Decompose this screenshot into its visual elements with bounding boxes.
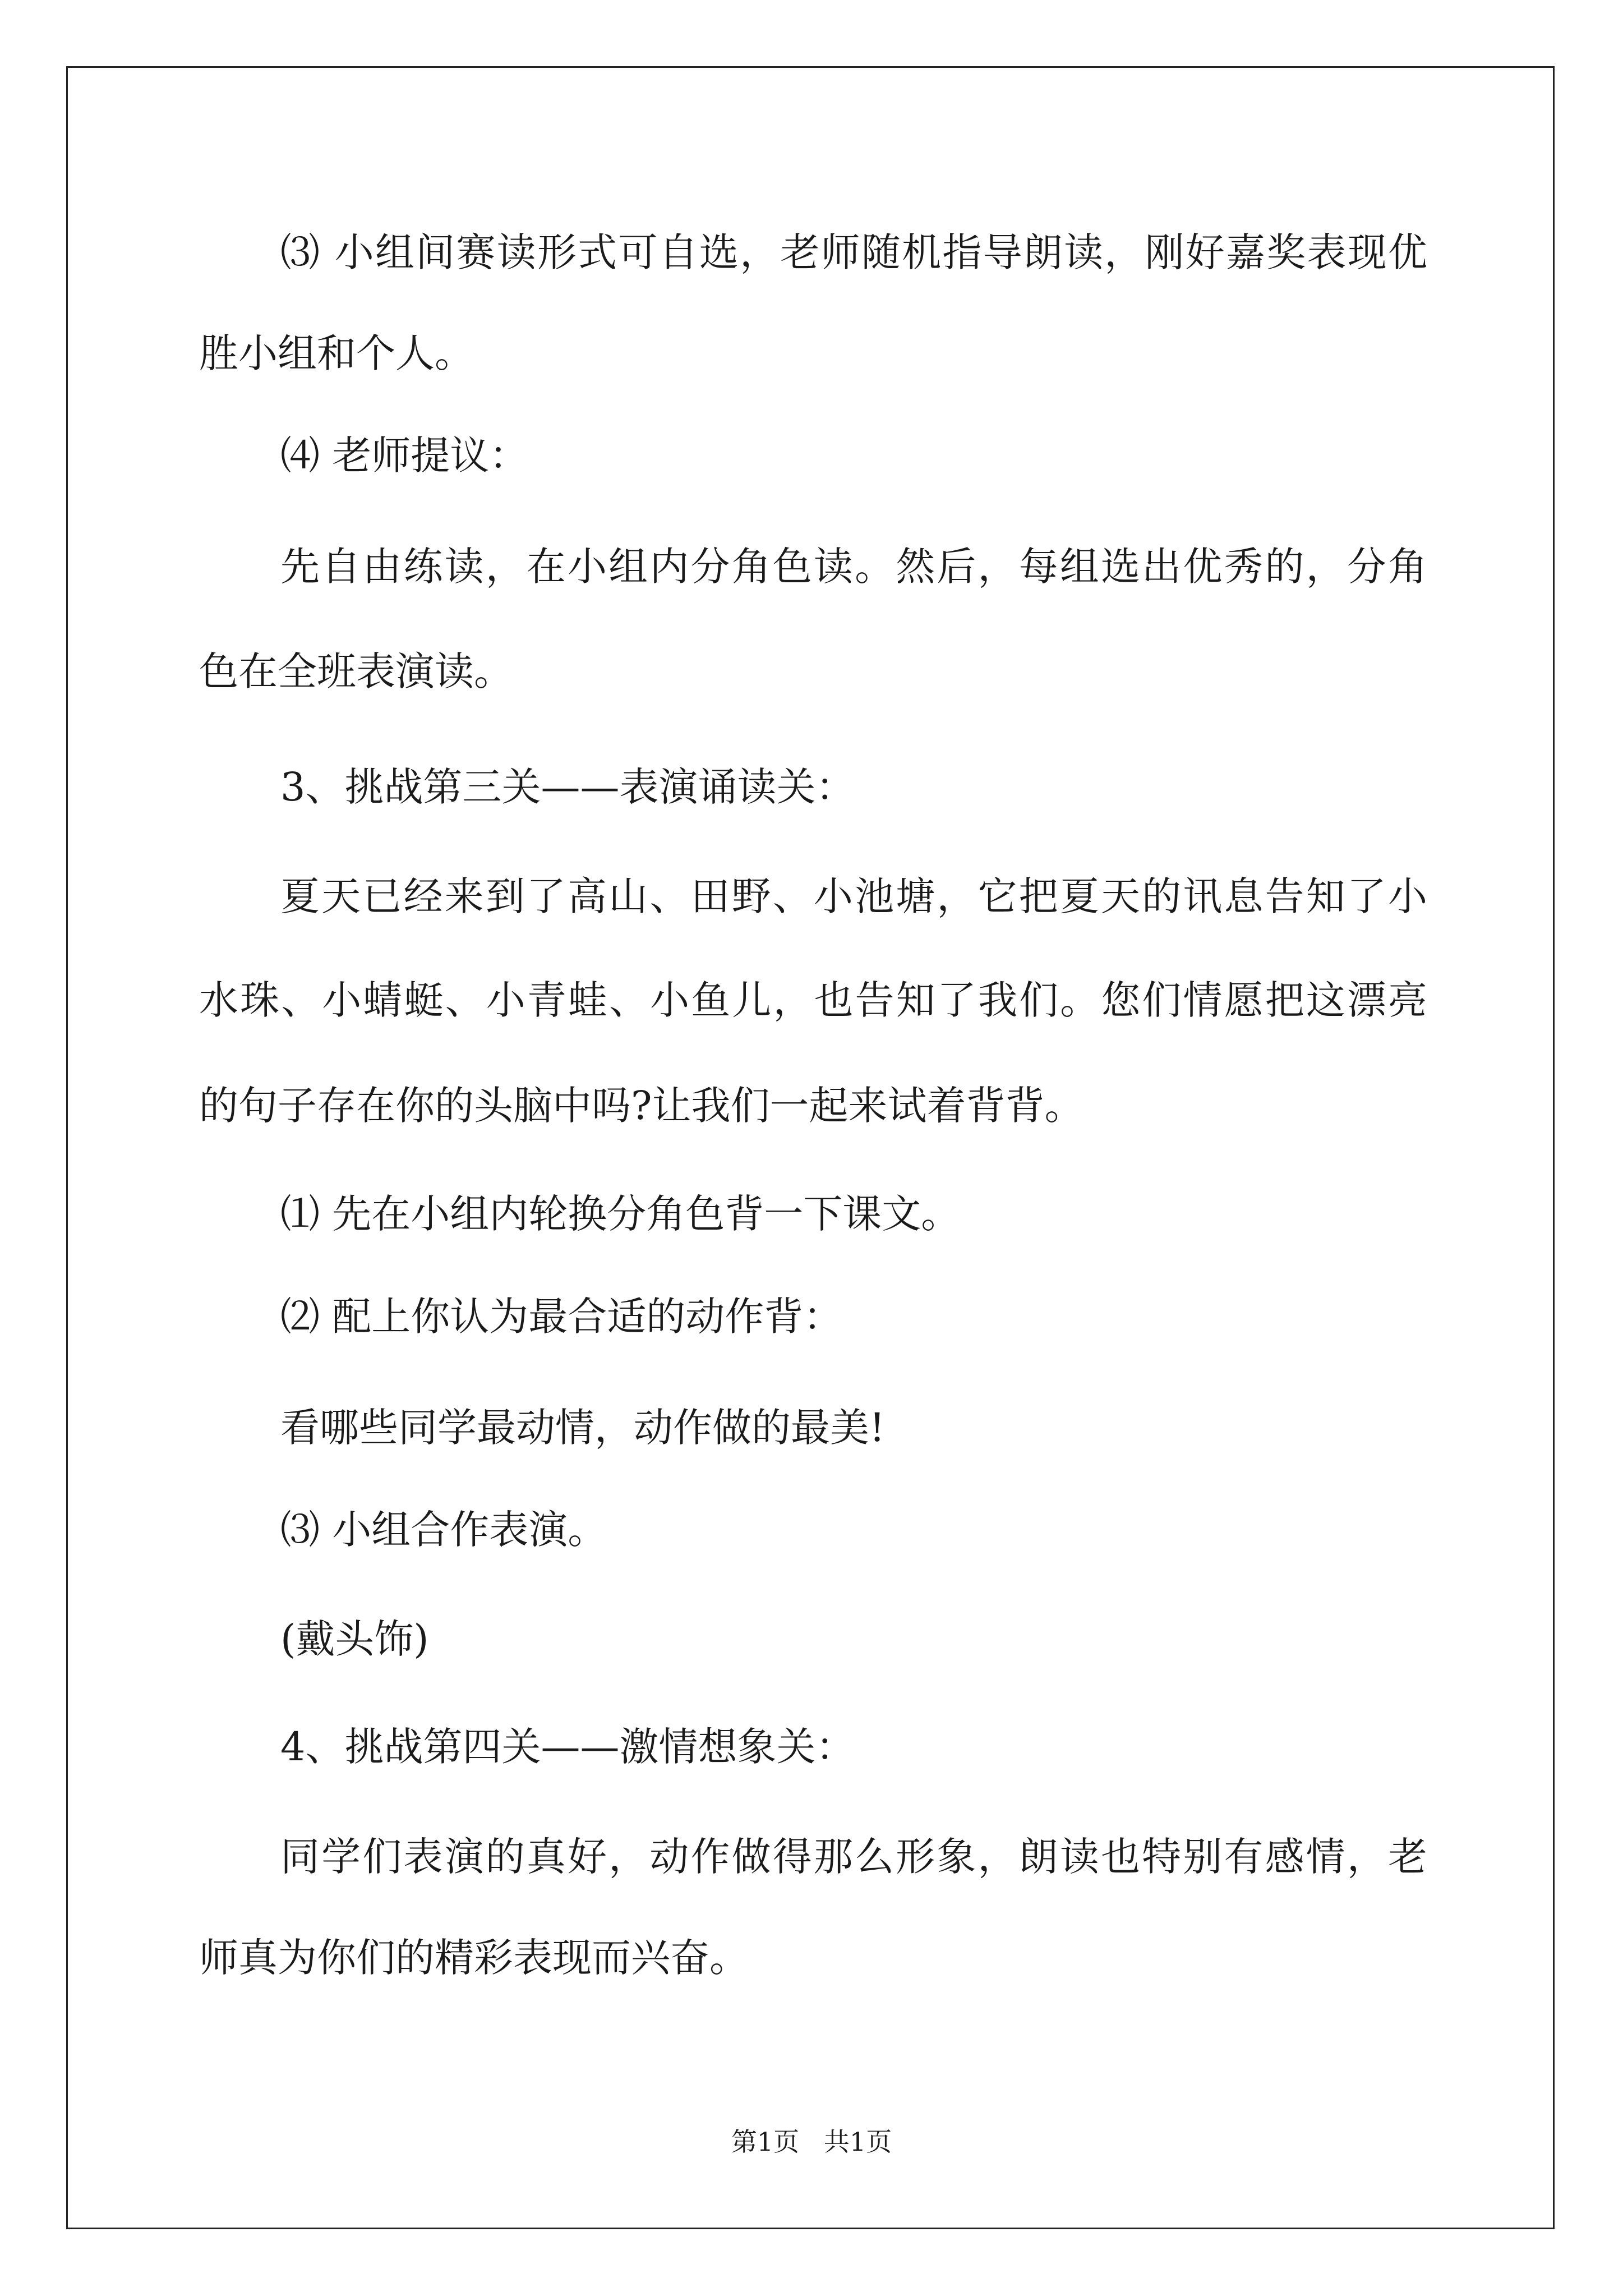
paragraph-line: 色在全班表演读。	[199, 648, 513, 694]
paragraph-line: ⑴ 先在小组内轮换分角色背一下课文。	[280, 1191, 961, 1237]
paragraph-line: 看哪些同学最动情，动作做的最美!	[280, 1405, 886, 1451]
paragraph-line: 的句子存在你的头脑中吗?让我们一起来试着背背。	[199, 1083, 1084, 1129]
paragraph-line: ⑷ 老师提议：	[280, 432, 529, 478]
page-border	[66, 66, 1555, 2229]
section-heading: 3、挑战第三关——表演诵读关：	[280, 764, 855, 810]
page-footer: 第1页 共1页	[731, 2127, 892, 2157]
paragraph-line: ⑶ 小组合作表演。	[280, 1507, 607, 1553]
paragraph-line: ⑶ 小组间赛读形式可自选，老师随机指导朗读，刚好嘉奖表现优	[280, 229, 1427, 275]
paragraph-line: 同学们表演的真好，动作做得那么形象，朗读也特别有感情，老	[280, 1834, 1427, 1880]
section-heading: 4、挑战第四关——激情想象关：	[280, 1724, 855, 1770]
paragraph-line: 胜小组和个人。	[199, 330, 474, 376]
paragraph-line: 师真为你们的精彩表现而兴奋。	[199, 1935, 749, 1981]
paragraph-line: ⑵ 配上你认为最合适的动作背：	[280, 1294, 843, 1340]
paragraph-line: 夏天已经来到了高山、田野、小池塘，它把夏天的讯息告知了小	[280, 873, 1427, 919]
paragraph-line: 水珠、小蜻蜓、小青蛙、小鱼儿，也告知了我们。您们情愿把这漂亮	[199, 977, 1427, 1023]
paragraph-line: 先自由练读，在小组内分角色读。然后，每组选出优秀的，分角	[280, 544, 1427, 590]
paragraph-line: (戴头饰)	[280, 1616, 429, 1662]
